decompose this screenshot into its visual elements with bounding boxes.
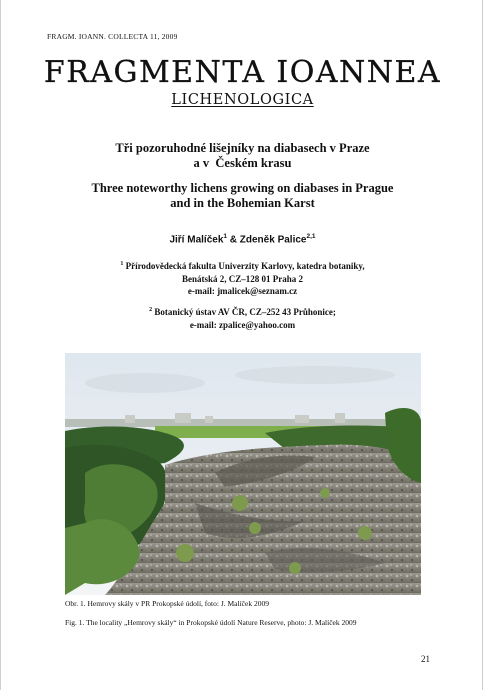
figure-caption-english: Fig. 1. The locality „Hemrovy skály“ in Prokopské údolí Nature Reserve, photo: J. Malíček 2009 — [65, 618, 357, 627]
author-2-mark: 2,1 — [306, 233, 316, 240]
affiliation-1-mark: 1 — [120, 261, 124, 267]
title-czech-line1: Tři pozoruhodné lišejníky na diabasech v Praze — [115, 141, 370, 155]
page-number: 21 — [421, 654, 430, 664]
title-czech-line2: a v Českém krasu — [193, 156, 292, 170]
author-2: Zdeněk Palice — [239, 234, 307, 246]
title-english-line1: Three noteworthy lichens growing on diabases in Prague — [91, 181, 394, 195]
journal-subhead-text: LICHENOLOGICA — [171, 92, 314, 108]
author-line — [1, 233, 483, 245]
landscape-photo — [65, 353, 421, 595]
title-czech — [1, 141, 483, 171]
author-1: Jiří Malíček — [169, 234, 224, 246]
author-1-mark: 1 — [223, 233, 227, 240]
affiliation-2-mark: 2 — [149, 307, 153, 313]
title-english — [1, 181, 483, 211]
figure-caption-czech: Obr. 1. Hemrovy skály v PR Prokopské údolí, foto: J. Malíček 2009 — [65, 599, 269, 608]
affiliation-2-email: e-mail: zpalice@yahoo.com — [189, 319, 296, 330]
affiliation-2 — [1, 304, 483, 331]
affiliation-2-line1: Botanický ústav AV ČR, CZ–252 43 Průhonice; — [154, 307, 336, 317]
affiliation-1-line2: Benátská 2, CZ–128 01 Praha 2 — [181, 273, 303, 284]
affiliation-1 — [1, 258, 483, 298]
journal-subhead — [1, 92, 483, 108]
journal-masthead: FRAGMENTA IOANNEA — [43, 55, 442, 90]
affiliation-1-email: e-mail: jmalicek@seznam.cz — [187, 286, 298, 296]
affiliation-1-line1: Přírodovědecká fakulta Univerzity Karlovy, katedra botaniky, — [125, 261, 365, 271]
author-joiner: & — [227, 234, 240, 246]
title-english-line2: and in the Bohemian Karst — [170, 196, 315, 210]
landscape-photo-drawing — [65, 353, 421, 595]
running-head: FRAGM. IOANN. COLLECTA 11, 2009 — [47, 32, 178, 41]
